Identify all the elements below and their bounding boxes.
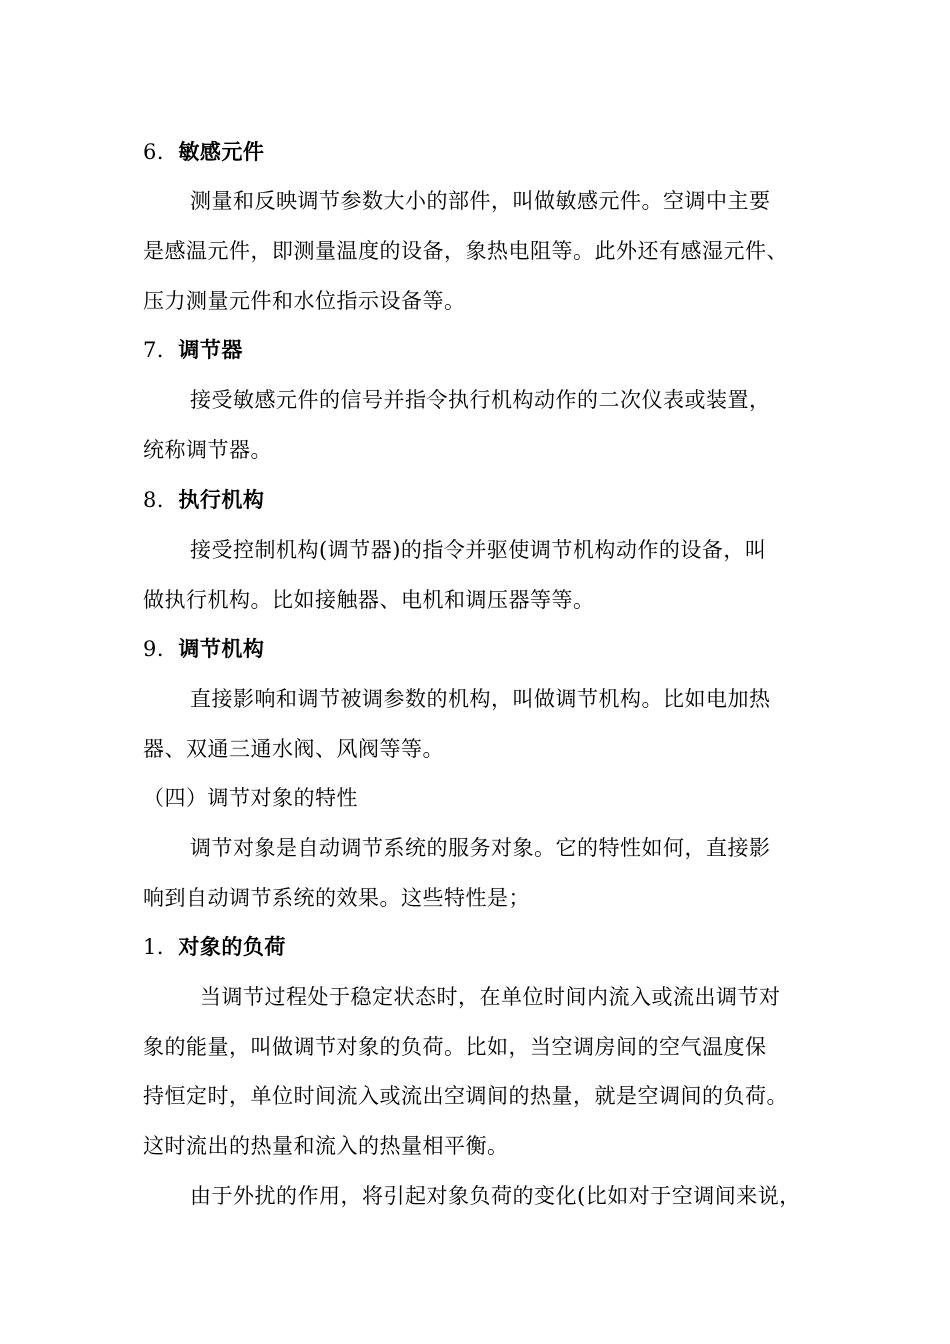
paragraph-line: 接受敏感元件的信号并指令执行机构动作的二次仪表或装置， — [190, 388, 771, 412]
section-number: 7． — [143, 338, 179, 362]
paragraph-line: 持恒定时，单位时间流入或流出空调间的热量，就是空调间的负荷。 — [143, 1084, 788, 1108]
paragraph-line: 调节对象是自动调节系统的服务对象。它的特性如何，直接影 — [190, 836, 771, 860]
section-heading-9 — [143, 634, 833, 664]
section-number: 8． — [143, 488, 179, 512]
section-heading-7 — [143, 335, 833, 365]
paragraph-line: 压力测量元件和水位指示设备等。 — [143, 289, 466, 313]
paragraph-line: 是感温元件，即测量温度的设备，象热电阻等。此外还有感湿元件、 — [143, 239, 788, 263]
paragraph-line: 器、双通三通水阀、风阀等等。 — [143, 737, 444, 761]
section-title: 敏感元件 — [178, 139, 265, 164]
section-heading-8 — [143, 485, 833, 515]
section-number: 6． — [143, 140, 179, 164]
section-heading-6 — [143, 137, 833, 167]
paragraph-line: 统称调节器。 — [143, 438, 272, 462]
section-title: 调节器 — [178, 337, 243, 362]
paragraph-line: 响到自动调节系统的效果。这些特性是； — [143, 886, 530, 910]
paragraph-line: 这时流出的热量和流入的热量相平衡。 — [143, 1134, 509, 1158]
section-number: 1． — [143, 935, 179, 959]
section-title: 执行机构 — [178, 487, 265, 512]
paragraph-line: 接受控制机构(调节器)的指令并驱使调节机构动作的设备，叫 — [190, 538, 767, 562]
subsection-title: （四）调节对象的特性 — [143, 786, 358, 810]
section-title: 对象的负荷 — [178, 934, 286, 959]
paragraph-line: 测量和反映调节参数大小的部件，叫做敏感元件。空调中主要 — [190, 189, 771, 213]
section-number: 9． — [143, 637, 179, 661]
paragraph-line: 做执行机构。比如接触器、电机和调压器等等。 — [143, 588, 595, 612]
section-title: 调节机构 — [178, 636, 265, 661]
paragraph-line: 直接影响和调节被调参数的机构，叫做调节机构。比如电加热 — [190, 687, 771, 711]
paragraph-line: 象的能量，叫做调节对象的负荷。比如，当空调房间的空气温度保 — [143, 1035, 767, 1059]
paragraph-line: 由于外扰的作用，将引起对象负荷的变化(比如对于空调间来说， — [190, 1184, 801, 1208]
paragraph-line: 当调节过程处于稳定状态时，在单位时间内流入或流出调节对 — [200, 985, 781, 1009]
section-heading-1 — [143, 932, 833, 962]
